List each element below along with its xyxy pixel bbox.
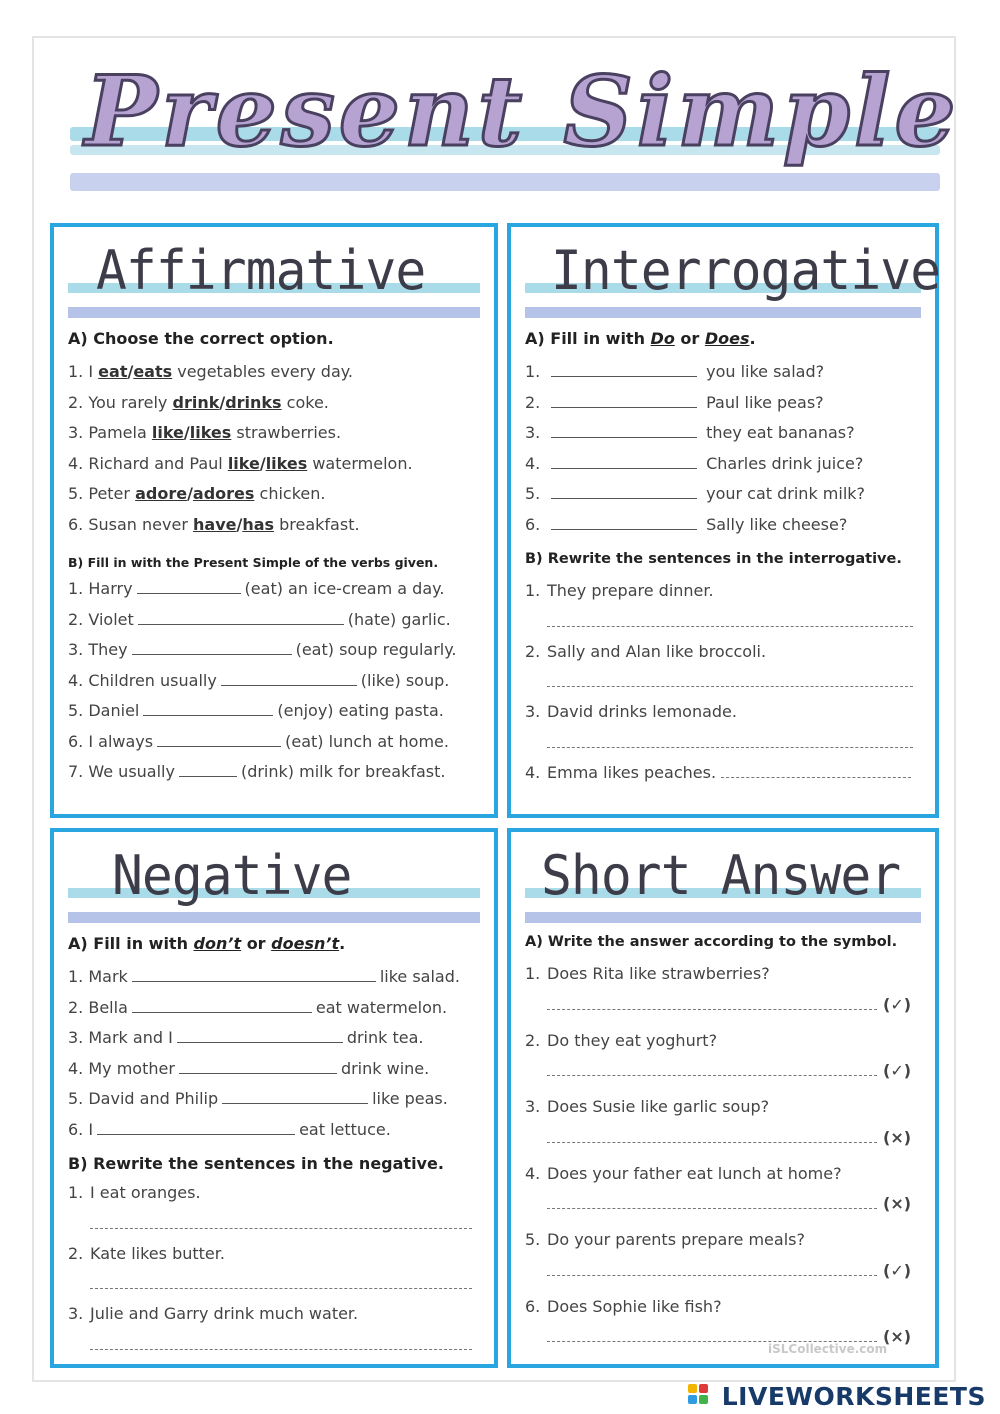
list-item: 7. We usually (drink) milk for breakfast. bbox=[68, 762, 446, 781]
panel-affirmative bbox=[50, 223, 498, 818]
list-item: 2. Violet (hate) garlic. bbox=[68, 609, 451, 629]
watermark: iSLCollective.com bbox=[768, 1342, 888, 1356]
answer-line[interactable] bbox=[90, 1218, 472, 1229]
option-1[interactable]: drink bbox=[172, 392, 220, 412]
list-item: 5. Peter adore/adores chicken. bbox=[68, 484, 326, 503]
answer-line[interactable] bbox=[547, 676, 913, 687]
answer-row bbox=[525, 733, 925, 763]
answer-blank[interactable] bbox=[157, 734, 281, 747]
panel-header bbox=[525, 844, 921, 930]
answer-symbol: (×) bbox=[883, 1127, 912, 1147]
answer-blank[interactable] bbox=[551, 486, 697, 499]
list-item: 6. I eat lettuce. bbox=[68, 1119, 391, 1139]
answer-blank[interactable] bbox=[143, 703, 273, 716]
option-1[interactable]: like bbox=[151, 423, 184, 442]
list-item: 6. Sally like cheese? bbox=[525, 514, 848, 534]
list-item: 3. they eat bananas? bbox=[525, 423, 855, 442]
answer-blank[interactable] bbox=[222, 1091, 368, 1104]
option-2[interactable]: adores bbox=[192, 484, 255, 503]
list-item: 4. Charles drink juice? bbox=[525, 453, 864, 473]
section-a-instruction: A) Write the answer according to the symbol. bbox=[525, 934, 898, 950]
answer-line[interactable] bbox=[547, 1065, 877, 1076]
option-2[interactable]: likes bbox=[265, 453, 308, 473]
list-item: 1. you like salad? bbox=[525, 362, 825, 381]
list-item: 4. My mother drink wine. bbox=[68, 1058, 430, 1078]
answer-line[interactable] bbox=[90, 1339, 472, 1350]
list-item: 6. Susan never have/has breakfast. bbox=[68, 514, 360, 534]
answer-blank[interactable] bbox=[97, 1122, 295, 1135]
answer-blank[interactable] bbox=[138, 612, 344, 625]
short-answer-content bbox=[525, 934, 925, 1363]
interrogative-content bbox=[525, 329, 925, 793]
answer-symbol: (✓) bbox=[883, 1061, 912, 1080]
list-item: 1. I eat oranges. bbox=[68, 1183, 201, 1202]
answer-line[interactable] bbox=[547, 1198, 877, 1209]
answer-symbol: (×) bbox=[883, 1327, 912, 1346]
list-item: 2. Paul like peas? bbox=[525, 392, 824, 412]
list-item: 1. I eat/eats vegetables every day. bbox=[68, 362, 354, 381]
panel-negative bbox=[50, 828, 498, 1368]
answer-line[interactable] bbox=[721, 767, 911, 778]
answer-row bbox=[525, 1261, 925, 1297]
option-2[interactable]: eats bbox=[133, 362, 173, 381]
answer-blank[interactable] bbox=[179, 764, 237, 777]
title-banner bbox=[40, 55, 960, 205]
answer-row bbox=[525, 672, 925, 702]
answer-symbol: (✓) bbox=[883, 1260, 912, 1280]
list-item: 2. Kate likes butter. bbox=[68, 1243, 225, 1263]
panel-header bbox=[68, 844, 480, 930]
list-item: 3. Pamela like/likes strawberries. bbox=[68, 423, 342, 442]
panel-header bbox=[525, 239, 941, 325]
list-item: 3. Mark and I drink tea. bbox=[68, 1028, 424, 1047]
option-1[interactable]: adore bbox=[135, 484, 188, 503]
answer-row bbox=[68, 1335, 484, 1365]
panel-heading: Negative bbox=[112, 844, 352, 907]
title-stripe-lavender bbox=[70, 173, 940, 191]
answer-blank[interactable] bbox=[179, 1061, 337, 1074]
answer-row bbox=[525, 1061, 925, 1097]
brand-label: LIVEWORKSHEETS bbox=[721, 1382, 986, 1411]
panel-heading: Short Answer bbox=[541, 844, 901, 907]
answer-line[interactable] bbox=[547, 999, 877, 1010]
answer-blank[interactable] bbox=[137, 581, 241, 594]
answer-symbol: (×) bbox=[883, 1194, 912, 1213]
section-a-instruction: A) Fill in with Do or Does. bbox=[525, 329, 756, 348]
panel-heading: Interrogative bbox=[551, 239, 941, 302]
answer-line[interactable] bbox=[547, 1265, 877, 1276]
answer-row bbox=[525, 995, 925, 1031]
page-title: Present Simple bbox=[85, 55, 960, 168]
list-item: 4. Emma likes peaches. bbox=[525, 763, 925, 794]
answer-symbol: (✓) bbox=[883, 994, 912, 1014]
answer-line[interactable] bbox=[547, 737, 913, 748]
list-item: 3. Does Susie like garlic soup? bbox=[525, 1097, 770, 1116]
answer-blank[interactable] bbox=[132, 642, 292, 655]
option-2[interactable]: likes bbox=[189, 423, 232, 442]
list-item: 5. Do your parents prepare meals? bbox=[525, 1230, 805, 1249]
option-1[interactable]: eat bbox=[98, 362, 128, 381]
answer-line[interactable] bbox=[547, 616, 913, 627]
list-item: 2. You rarely drink/drinks coke. bbox=[68, 392, 329, 412]
list-item: 5. David and Philip like peas. bbox=[68, 1089, 448, 1108]
list-item: 3. Julie and Garry drink much water. bbox=[68, 1304, 359, 1323]
liveworksheets-logo-icon bbox=[688, 1384, 710, 1406]
negative-content bbox=[68, 934, 484, 1365]
section-a-instruction: A) Fill in with don’t or doesn’t. bbox=[68, 934, 346, 953]
list-item: 1. Mark like salad. bbox=[68, 967, 460, 986]
list-item: 2. Bella eat watermelon. bbox=[68, 997, 448, 1017]
panel-short-answer bbox=[507, 828, 939, 1368]
answer-blank[interactable] bbox=[551, 456, 697, 469]
list-item: 4. Children usually (like) soup. bbox=[68, 670, 450, 690]
answer-row bbox=[525, 1128, 925, 1164]
answer-blank[interactable] bbox=[551, 425, 697, 438]
answer-blank[interactable] bbox=[551, 517, 697, 530]
answer-row bbox=[525, 612, 925, 642]
answer-blank[interactable] bbox=[551, 395, 697, 408]
option-1[interactable]: have bbox=[193, 514, 237, 534]
section-b-instruction: B) Rewrite the sentences in the negative. bbox=[68, 1154, 444, 1173]
answer-blank[interactable] bbox=[177, 1030, 343, 1043]
list-item: 2. Do they eat yoghurt? bbox=[525, 1030, 718, 1050]
list-item: 1. Does Rita like strawberries? bbox=[525, 964, 770, 983]
answer-blank[interactable] bbox=[551, 364, 697, 377]
section-b-instruction: B) Fill in with the Present Simple of the verbs given. bbox=[68, 555, 439, 570]
option-2[interactable]: has bbox=[242, 514, 275, 534]
option-2[interactable]: drinks bbox=[225, 392, 282, 412]
list-item: 3. They (eat) soup regularly. bbox=[68, 640, 457, 659]
answer-line[interactable] bbox=[547, 1132, 877, 1143]
list-item: 6. Does Sophie like fish? bbox=[525, 1296, 722, 1316]
answer-row bbox=[525, 1194, 925, 1230]
answer-line[interactable] bbox=[90, 1278, 472, 1289]
list-item: 5. your cat drink milk? bbox=[525, 484, 866, 503]
answer-blank[interactable] bbox=[132, 1000, 312, 1013]
list-item: 5. Daniel (enjoy) eating pasta. bbox=[68, 701, 444, 720]
panel-heading: Affirmative bbox=[96, 239, 426, 302]
list-item: 4. Does your father eat lunch at home? bbox=[525, 1163, 842, 1183]
section-a-instruction: A) Choose the correct option. bbox=[68, 329, 334, 348]
list-item: 6. I always (eat) lunch at home. bbox=[68, 731, 449, 751]
panel-header bbox=[68, 239, 480, 325]
section-b-instruction: B) Rewrite the sentences in the interrogative. bbox=[525, 551, 902, 567]
answer-row bbox=[68, 1214, 484, 1244]
list-item: 1. They prepare dinner. bbox=[525, 581, 714, 600]
answer-row bbox=[68, 1274, 484, 1304]
panel-interrogative bbox=[507, 223, 939, 818]
list-item: 4. Richard and Paul like/likes watermelon. bbox=[68, 453, 413, 473]
answer-line[interactable] bbox=[547, 1331, 877, 1342]
option-1[interactable]: like bbox=[227, 453, 260, 473]
list-item: 2. Sally and Alan like broccoli. bbox=[525, 641, 767, 661]
answer-blank[interactable] bbox=[132, 969, 376, 982]
answer-blank[interactable] bbox=[221, 673, 357, 686]
list-item: 3. David drinks lemonade. bbox=[525, 702, 737, 721]
affirmative-content bbox=[68, 329, 484, 793]
list-item: 1. Harry (eat) an ice-cream a day. bbox=[68, 579, 445, 598]
